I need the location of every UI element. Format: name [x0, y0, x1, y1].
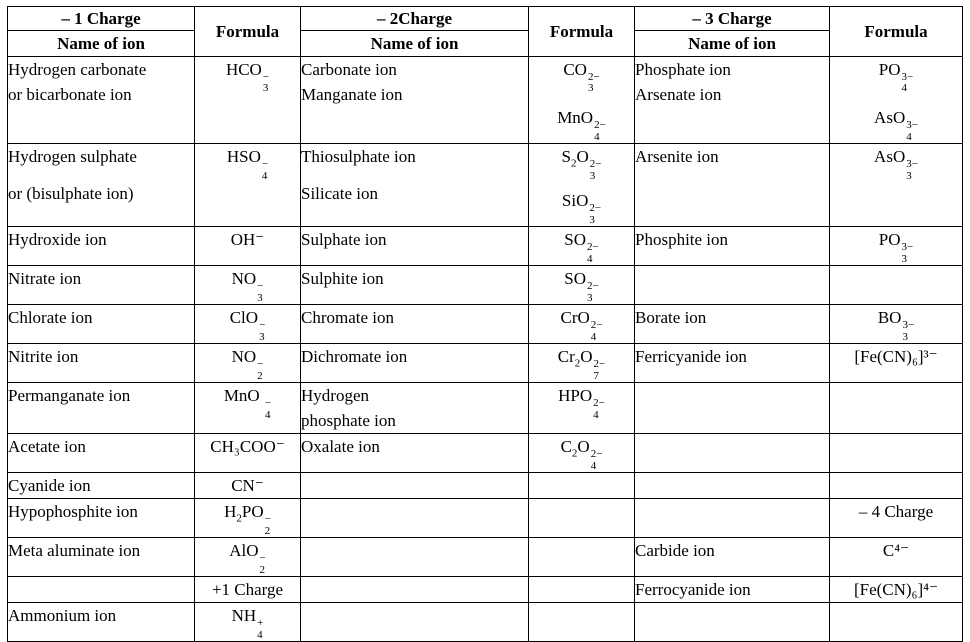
table-row: [8, 344, 963, 383]
formula-cell: [529, 144, 635, 227]
formula-mno4: MnO − 4: [223, 386, 272, 421]
empty-cell: [635, 383, 830, 434]
ion-name: Phosphite ion: [635, 227, 830, 266]
formula-cell: [830, 57, 963, 144]
formula-header-1: Formula: [195, 7, 301, 57]
ion-name-cell: [8, 144, 195, 227]
formula-cell: [529, 266, 635, 305]
empty-cell: [830, 266, 963, 305]
table-row: [8, 473, 963, 499]
formula-mno4-2: MnO 2− 4: [557, 108, 606, 143]
formula-ch3coo: CH₃COO⁻: [195, 434, 301, 473]
empty-cell: [635, 499, 830, 538]
ion-name: Sulphite ion: [301, 266, 529, 305]
formula-cell: [830, 227, 963, 266]
table-row: [8, 434, 963, 473]
empty-cell: [830, 473, 963, 499]
header-row-2: [8, 31, 963, 57]
name-of-ion-header-2: Name of ion: [301, 31, 529, 57]
name-of-ion-header-3: Name of ion: [635, 31, 830, 57]
empty-cell: [830, 383, 963, 434]
formula-ferricyanide: [Fe(CN)₆]³⁻: [830, 344, 963, 383]
table-row: [8, 577, 963, 603]
table-row: [8, 57, 963, 144]
formula-cell: [529, 383, 635, 434]
header-row: [8, 7, 963, 31]
formula-no2: NO − 2: [231, 347, 264, 382]
table-row: [8, 603, 963, 642]
formula-cell: [195, 144, 301, 227]
formula-c2o4: $C_2O$ 2− 4: [560, 437, 603, 472]
formula-hso4: HSO − 4: [226, 147, 269, 182]
formula-co3: CO 2− 3: [563, 60, 600, 95]
formula-header-2: Formula: [529, 7, 635, 57]
ion-name: Hydrogen sulphate: [8, 147, 137, 167]
empty-cell: [635, 434, 830, 473]
formula-bo3: BO 3− 3: [877, 308, 915, 343]
ion-name: Borate ion: [635, 305, 830, 344]
formula-cell: [195, 499, 301, 538]
formula-cell: [529, 57, 635, 144]
formula-cell: [529, 434, 635, 473]
formula-cell: [529, 305, 635, 344]
formula-hco3: HCO − 3: [225, 60, 270, 95]
empty-cell: [635, 473, 830, 499]
ion-name: Hydrogen: [301, 386, 369, 406]
ion-name: Carbide ion: [635, 538, 830, 577]
formula-h2po2: $H_2PO$ − 2: [224, 502, 271, 537]
ion-name: Ferrocyanide ion: [635, 577, 830, 603]
formula-cell: [195, 603, 301, 642]
empty-cell: [529, 473, 635, 499]
ion-name-cell: [301, 57, 529, 144]
ion-name: Dichromate ion: [301, 344, 529, 383]
formula-po3: PO 3− 3: [878, 230, 914, 265]
empty-cell: [301, 577, 529, 603]
minus2-charge-header: – 2Charge: [301, 7, 529, 31]
formula-cro4: CrO 2− 4: [560, 308, 603, 343]
formula-sio3: SiO 2− 3: [561, 191, 602, 226]
ion-name: Chlorate ion: [8, 305, 195, 344]
empty-cell: [529, 603, 635, 642]
empty-cell: [301, 473, 529, 499]
formula-so4: SO 2− 4: [564, 230, 599, 265]
ion-name-cell: [635, 57, 830, 144]
ion-name: Oxalate ion: [301, 434, 529, 473]
table-row: [8, 538, 963, 577]
ion-name: Ammonium ion: [8, 603, 195, 642]
table-row: [8, 383, 963, 434]
ion-name: Thiosulphate ion: [301, 147, 416, 167]
formula-cn: CN⁻: [195, 473, 301, 499]
ion-name: Permanganate ion: [8, 383, 195, 434]
ion-name: Meta aluminate ion: [8, 538, 195, 577]
formula-no3: NO − 3: [231, 269, 264, 304]
ion-name: Chromate ion: [301, 305, 529, 344]
empty-cell: [8, 577, 195, 603]
formula-cell: [195, 538, 301, 577]
formula-cell: [195, 266, 301, 305]
ion-name-cell: [635, 144, 830, 227]
formula-cell: [195, 305, 301, 344]
formula-cell: [830, 144, 963, 227]
formula-aso3: AsO 3− 3: [874, 147, 918, 182]
table-row: [8, 499, 963, 538]
minus3-charge-header: – 3 Charge: [635, 7, 830, 31]
ion-name: Sulphate ion: [301, 227, 529, 266]
formula-s2o3: $S_2O$ 2− 3: [561, 147, 602, 182]
formula-cr2o7: $Cr_2O$ 2− 7: [557, 347, 606, 382]
ion-name-cell: [8, 57, 195, 144]
formula-cell: [529, 344, 635, 383]
plus1-charge-label: +1 Charge: [195, 577, 301, 603]
ion-name: Acetate ion: [8, 434, 195, 473]
empty-cell: [301, 603, 529, 642]
table-row: [8, 144, 963, 227]
table-row: [8, 227, 963, 266]
empty-cell: [830, 603, 963, 642]
ion-name: Arsenite ion: [635, 147, 719, 167]
formula-ferrocyanide: [Fe(CN)₆]⁴⁻: [830, 577, 963, 603]
ion-name: Carbonate ion: [301, 60, 397, 79]
empty-cell: [529, 538, 635, 577]
ion-name: Cyanide ion: [8, 473, 195, 499]
ion-name: phosphate ion: [301, 411, 396, 431]
name-of-ion-header-1: Name of ion: [8, 31, 195, 57]
minus1-charge-header: – 1 Charge: [8, 7, 195, 31]
empty-cell: [830, 434, 963, 473]
minus4-charge-label: – 4 Charge: [830, 499, 963, 538]
formula-hpo4: HPO 2− 4: [558, 386, 605, 421]
formula-header-3: Formula: [830, 7, 963, 57]
ion-name: Silicate ion: [301, 184, 378, 204]
empty-cell: [529, 499, 635, 538]
formula-aso4: AsO 3− 4: [874, 108, 918, 143]
formula-cell: [195, 383, 301, 434]
empty-cell: [301, 499, 529, 538]
ion-name: Nitrate ion: [8, 266, 195, 305]
ion-name: Hydroxide ion: [8, 227, 195, 266]
ion-name: Hydrogen carbonate: [8, 60, 147, 79]
ion-name: or bicarbonate ion: [8, 85, 132, 104]
empty-cell: [635, 266, 830, 305]
ion-name: Ferricyanide ion: [635, 344, 830, 383]
formula-cell: [830, 305, 963, 344]
table-row: [8, 305, 963, 344]
formula-cell: [195, 57, 301, 144]
formula-clo3: ClO − 3: [229, 308, 266, 343]
ion-name-cell: [301, 144, 529, 227]
formula-so3: SO 2− 3: [564, 269, 599, 304]
table-row: [8, 266, 963, 305]
ion-name: Hypophosphite ion: [8, 499, 195, 538]
ion-table: [7, 6, 963, 642]
ion-name: Arsenate ion: [635, 85, 722, 104]
empty-cell: [635, 603, 830, 642]
formula-cell: [529, 227, 635, 266]
ion-name: Phosphate ion: [635, 60, 731, 79]
formula-c4: C⁴⁻: [830, 538, 963, 577]
ion-name-cell: [301, 383, 529, 434]
ion-name: or (bisulphate ion): [8, 184, 134, 204]
empty-cell: [529, 577, 635, 603]
empty-cell: [301, 538, 529, 577]
formula-cell: [195, 344, 301, 383]
ion-name: Manganate ion: [301, 85, 403, 104]
formula-oh: OH⁻: [195, 227, 301, 266]
formula-nh4: NH + 4: [231, 606, 264, 641]
ion-name: Nitrite ion: [8, 344, 195, 383]
formula-alo2: AlO − 2: [229, 541, 266, 576]
formula-po4: PO 3− 4: [878, 60, 914, 95]
